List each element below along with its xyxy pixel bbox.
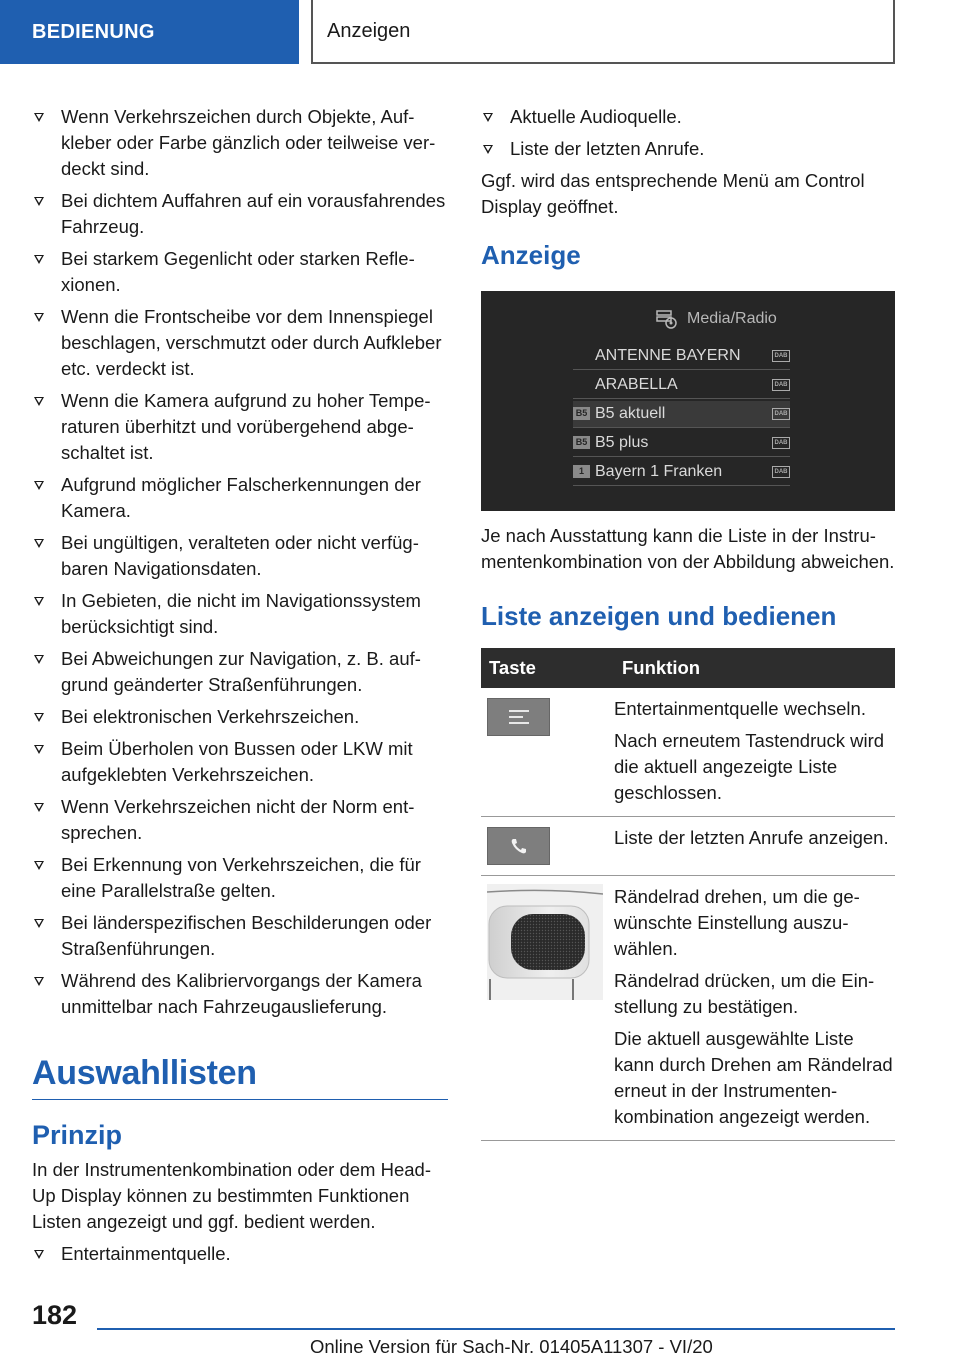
list-item [32,794,448,846]
station-name: ARABELLA [595,376,678,393]
dab-badge: DAB [772,350,790,362]
list-item [32,530,448,582]
bullet-triangle-icon [34,597,44,606]
bullet-triangle-icon [34,655,44,664]
list-item [32,852,448,904]
key-cell [481,688,614,817]
screen-title [655,309,777,329]
bullet-triangle-icon [34,713,44,722]
list-item-text: Liste der letzten Anrufe. [510,138,705,159]
function-text: Die aktuell ausgewählte Liste kann durch Drehen am Rändelrad erneut in der Instrumentenkombination angezeigt werden. [614,1028,893,1127]
list-item [32,304,448,382]
key-cell [481,817,614,876]
key-function-table [481,648,895,1141]
right-column [481,104,895,1141]
left-column [32,104,448,1273]
table-row [481,688,895,817]
bullet-triangle-icon [483,113,493,122]
list-item [32,472,448,524]
media-radio-screenshot [481,291,895,511]
list-item-text: Bei länderspezifischen Beschilderungen oder Straßenführungen. [61,912,432,959]
bullet-triangle-icon [34,539,44,548]
bullet-triangle-icon [34,919,44,928]
function-text: Liste der letzten Anrufe anzeigen. [614,827,889,848]
screen-title-text: Media/Radio [687,310,777,327]
station-row [573,430,790,457]
list-item-text: Wenn Verkehrszeichen nicht der Norm entsprechen. [61,796,415,843]
bullet-triangle-icon [34,861,44,870]
list-item [32,968,448,1020]
col-header-key: Taste [481,648,614,688]
bullet-triangle-icon [34,255,44,264]
function-cell [614,688,895,817]
function-cell [614,817,895,876]
list-item-text: Wenn die Frontscheibe vor dem Innenspiegel beschlagen, verschmutzt oder durch Aufkleber etc. verdeckt ist. [61,306,442,379]
list-item [32,646,448,698]
function-cell [614,876,895,1141]
dab-badge: DAB [772,408,790,420]
list-item [481,104,895,130]
table-row [481,817,895,876]
bullet-triangle-icon [34,977,44,986]
function-text: Rändelrad drehen, um die gewünschte Einstellung auszuwählen. [614,886,860,959]
list-item-text: Während des Kalibriervorgangs der Kamera unmittelbar nach Fahrzeugauslieferung. [61,970,422,1017]
table-header-row [481,648,895,688]
list-item [32,910,448,962]
prinzip-text: In der Instrumentenkombination oder dem Head-Up Display können zu bestimmten Funktionen Listen angezeigt und ggf. bedient werden. [32,1159,431,1232]
bullet-triangle-icon [483,145,493,154]
list-item [32,246,448,298]
media-radio-icon [655,309,679,329]
list-item-text: Bei starkem Gegenlicht oder starken Reflexionen. [61,248,415,295]
bullet-triangle-icon [34,113,44,122]
list-item [32,704,448,730]
station-row [573,459,790,486]
list-item [32,388,448,466]
list-item-text: Aufgrund möglicher Falscherkennungen der Kamera. [61,474,421,521]
station-logo-icon: B5 [573,436,590,449]
bullet-triangle-icon [34,197,44,206]
anzeige-heading: Anzeige [481,240,581,270]
station-row [573,372,790,399]
station-row [573,343,790,370]
anzeige-caption: Je nach Ausstattung kann die Liste in der Instrumentenkombination von der Abbildung abweichen. [481,525,895,572]
function-text: Rändelrad drücken, um die Einstellung zu bestätigen. [614,970,875,1017]
list-item-text: Beim Überholen von Bussen oder LKW mit aufgeklebten Verkehrszeichen. [61,738,413,785]
station-name: B5 plus [595,434,649,451]
dab-badge: DAB [772,379,790,391]
dab-badge: DAB [772,437,790,449]
bullet-triangle-icon [34,1250,44,1259]
section-tab [0,0,299,64]
station-logo-icon: 1 [573,465,590,478]
list-item [32,1241,448,1267]
list-item-text: Entertainmentquelle. [61,1243,231,1264]
bullet-triangle-icon [34,313,44,322]
list-item-text: Wenn die Kamera aufgrund zu hoher Temperaturen überhitzt und vorübergehend abgeschaltet ist. [61,390,431,463]
chapter-title [311,0,895,64]
list-item [32,104,448,182]
list-item-text: Bei ungültigen, veralteten oder nicht verfügbaren Navigationsdaten. [61,532,419,579]
bullet-triangle-icon [34,803,44,812]
list-item-text: Bei elektronischen Verkehrszeichen. [61,706,360,727]
list-item-text: In Gebieten, die nicht im Navigationssystem berücksichtigt sind. [61,590,421,637]
list-item-text: Bei Erkennung von Verkehrszeichen, die für eine Parallelstraße gelten. [61,854,421,901]
prinzip-heading: Prinzip [32,1120,123,1150]
station-name: B5 aktuell [595,405,666,422]
thumbwheel-icon [487,884,603,1000]
station-name: ANTENNE BAYERN [595,347,741,364]
list-item [481,136,895,162]
page-number: 182 [32,1300,78,1330]
station-row [573,401,790,428]
bullet-triangle-icon [34,745,44,754]
condition-list [32,104,448,1020]
list-item-text: Wenn Verkehrszeichen durch Objekte, Aufkleber oder Farbe gänzlich oder teilweise verdeckt sind. [61,106,436,179]
bullet-triangle-icon [34,481,44,490]
list-item-text: Bei dichtem Auffahren auf ein vorausfahrendes Fahrzeug. [61,190,446,237]
bullet-triangle-icon [34,397,44,406]
list-item [32,188,448,240]
control-display-note: Ggf. wird das entsprechende Menü am Control Display geöffnet. [481,170,865,217]
section-label: BEDIENUNG [32,20,155,43]
footer-text: Online Version für Sach-Nr. 01405A11307 - VI/20 [310,1336,713,1357]
phone-icon [487,827,550,865]
col-header-function: Funktion [614,648,895,688]
dab-badge: DAB [772,466,790,478]
station-name: Bayern 1 Franken [595,463,723,480]
list-item-text: Aktuelle Audioquelle. [510,106,682,127]
key-cell [481,876,614,1141]
function-text: Entertainmentquelle wechseln. [614,698,866,719]
list-item-text: Bei Abweichungen zur Navigation, z. B. aufgrund geänderter Straßenführungen. [61,648,421,695]
table-row [481,876,895,1141]
section-heading: Auswahllisten [32,1054,448,1100]
liste-heading: Liste anzeigen und bedienen [481,601,837,631]
list-item [32,588,448,640]
chapter-title-text: Anzeigen [327,19,411,42]
list-icon [487,698,550,736]
footer-rule [97,1328,895,1330]
function-text: Nach erneutem Tastendruck wird die aktuell angezeigte Liste geschlossen. [614,730,885,803]
station-logo-icon: B5 [573,407,590,420]
list-item [32,736,448,788]
